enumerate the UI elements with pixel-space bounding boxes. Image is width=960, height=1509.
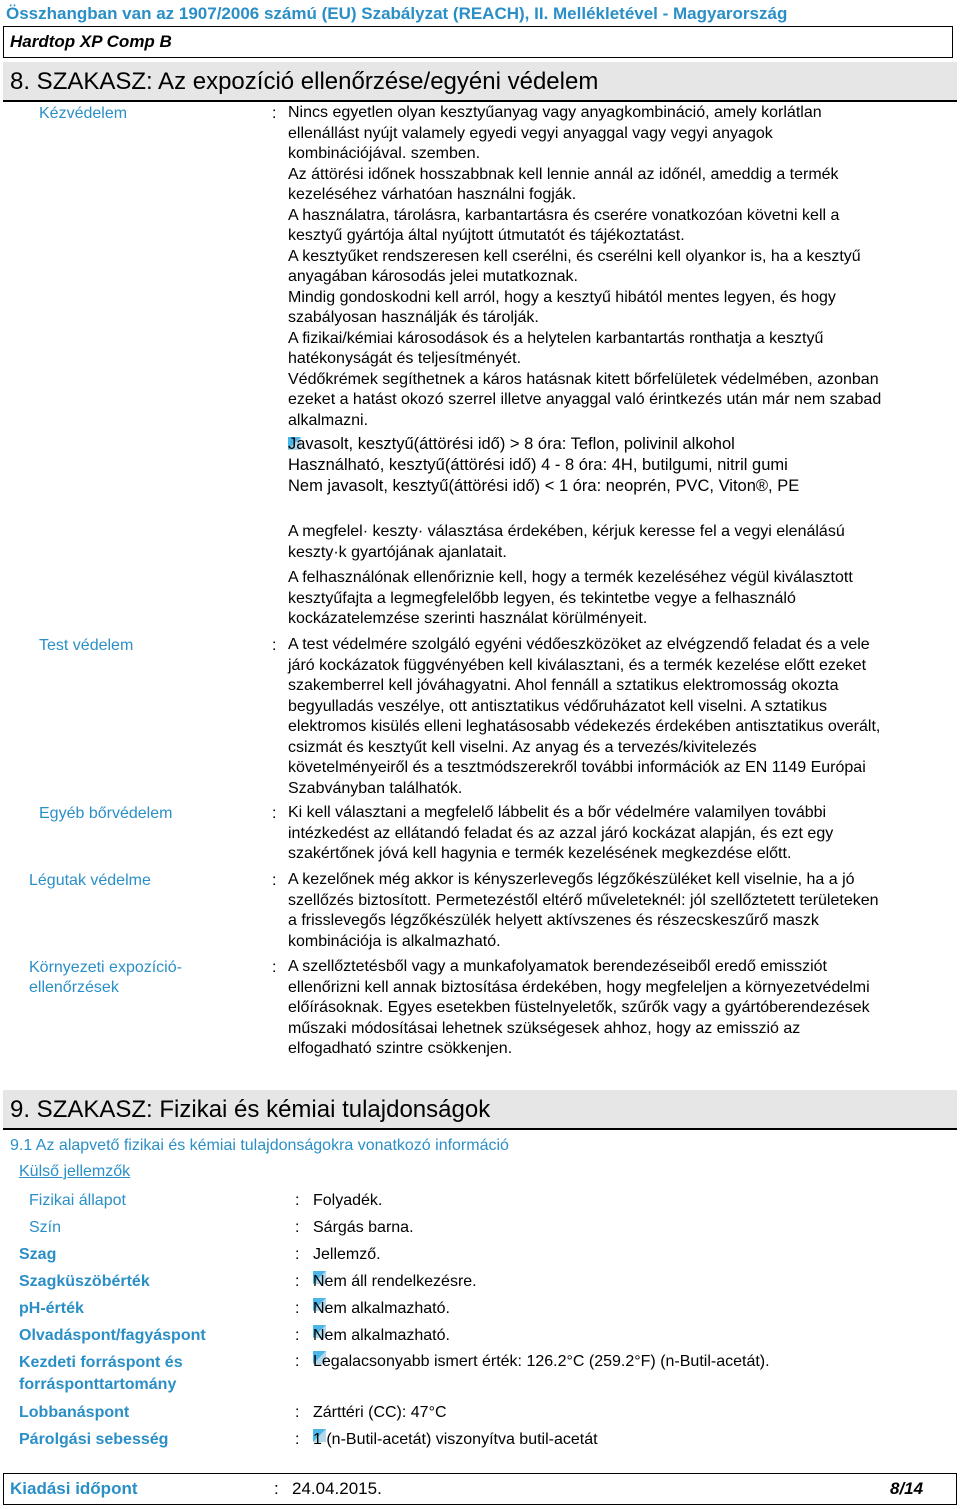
text-line: szellőzés biztosított. Permetezéstől eltérő műveleteknél: jól szellőztetett területeken — [288, 891, 879, 909]
text-line: kesztyűfajta a legmegfelelőbb legyen, és tekintetbe vegye a felhasználó — [288, 589, 796, 607]
label-line: forrásponttartomány — [19, 1376, 177, 1393]
text-line: Nincs egyetlen olyan kesztyűanyag vagy anyagkombináció, amely korlátlan — [288, 104, 822, 121]
label-line: Környezeti expozíció- — [29, 959, 182, 976]
text-line: kockázatelemzése szerinti használat körülményeit. — [288, 610, 648, 627]
text-line: A test védelmére szolgáló egyéni védőeszközöket az elvégzendő feladat és a vele — [288, 636, 870, 653]
text-line: A felhasználónak ellenőriznie kell, hogy a termék kezeléséhez végül kiválasztott — [288, 569, 853, 586]
prop-label-physical-state: Fizikai állapot — [29, 1192, 126, 1209]
text-line: A fizikai/kémiai károsodások és a helytelen karbantartás ronthatja a kesztyű — [288, 329, 824, 347]
text-line: ellenőrizni kell annak biztosítása érdekében, hogy megfeleljen a környezetvédelmi — [288, 978, 870, 996]
environmental-exposure-text — [288, 957, 953, 1060]
text-line: Mindig gondoskodni kell arról, hogy a kesztyű hibától mentes legyen, és hogy — [288, 288, 836, 306]
text-line: begyulladás veszélye, ott antisztatikus védőruházatot kell viselni. A sztatikus — [288, 697, 827, 715]
text-line: A megfelel· keszty· választása érdekében, kérjuk keresse fel a vegyi elenálású — [288, 523, 845, 540]
prop-value-color: Sárgás barna. — [313, 1219, 414, 1236]
text-line: A kezelőnek még akkor is kényszerlevegős légzőkészüléket kell viselnie, ha a jó — [288, 871, 855, 888]
body-protection-label: Test védelem — [39, 637, 134, 654]
prop-label-flash-point: Lobbanáspont — [19, 1404, 130, 1421]
text-line: előírásoknak. Egyes esetekben füstelnyeletők, szűrők vagy a gyártóberendezések — [288, 999, 870, 1016]
prop-value-evaporation-rate: 1 (n-Butil-acetát) viszonyítva butil-acetát — [313, 1431, 598, 1448]
glove-selection-text — [288, 522, 953, 563]
text-line: Védőkrémek segíthetnek a káros hatásnak kitett bőrfelületek védelmében, azonban — [288, 370, 879, 388]
colon: : — [272, 805, 277, 822]
prop-value-flash-point: Zárttéri (CC): 47°C — [313, 1404, 447, 1421]
colon: : — [272, 637, 277, 654]
glove-list — [288, 434, 799, 497]
text-line: követelményeiről és a tesztmódszerekről további információk az EN 1149 Európai — [288, 759, 866, 776]
text-line: járó kockázatok függvényében kell kiválasztani, és a termék kezelése előtt ezeket — [288, 656, 867, 674]
section-8-title: 8. SZAKASZ: Az expozíció ellenőrzése/egyéni védelem — [10, 68, 599, 95]
colon: : — [274, 1479, 279, 1498]
text-line: anyagában károsodás jelei mutatkoznak. — [288, 268, 578, 285]
text-line: csizmát és kesztyűt kell viselni. Az anyag és a tervezés/kivitelezés — [288, 738, 757, 756]
prop-label-odor: Szag — [19, 1246, 57, 1263]
colon: : — [295, 1431, 300, 1448]
section-9-title: 9. SZAKASZ: Fizikai és kémiai tulajdonságok — [10, 1096, 491, 1123]
prop-value-physical-state: Folyadék. — [313, 1192, 383, 1209]
text-line: kombinációjával. szemben. — [288, 145, 481, 162]
colon: : — [295, 1327, 300, 1344]
prop-value-melting-point: Nem alkalmazható. — [313, 1327, 450, 1344]
label-line: ellenőrzések — [29, 979, 119, 996]
skin-protection-label: Egyéb bőrvédelem — [39, 805, 173, 822]
text-line: Az áttörési időnek hosszabbnak kell lennie annál az időnél, ameddig a termék — [288, 165, 839, 183]
colon: : — [272, 959, 277, 976]
text-line: kezeléséhez várhatóan használni fogják. — [288, 186, 577, 203]
hand-protection-text — [288, 103, 953, 431]
text-line: alkalmazni. — [288, 411, 369, 429]
glove-line: Használható, kesztyű(áttörési idő) 4 - 8 óra: 4H, butilgumi, nitril gumi — [288, 456, 788, 474]
colon: : — [295, 1192, 300, 1209]
text-line: elfogadható szintre csökkenjen. — [288, 1040, 513, 1057]
text-line: ezeket a hatást okozó szerrel illetve anyaggal való érintkezés után már nem szabad — [288, 391, 882, 408]
text-line: intézkedést az ellátandó feladat és az azzal járó kockázat alapján, és ezt egy — [288, 824, 834, 842]
skin-protection-text — [288, 803, 953, 865]
text-line: A használatra, tárolásra, karbantartásra és cserére vonatkozóan követni kell a — [288, 206, 840, 224]
glove-line: Nem javasolt, kesztyű(áttörési idő) < 1 óra: neoprén, PVC, Viton®, PE — [288, 477, 800, 495]
glove-line: Javasolt, kesztyű(áttörési idő) > 8 óra: Teflon, polivinil alkohol — [288, 435, 735, 453]
text-line: szabályosan használják és tárolják. — [288, 309, 539, 326]
respiratory-protection-label: Légutak védelme — [29, 872, 151, 889]
text-line: Ki kell választani a megfelelő lábbelit és a bőr védelmére valamilyen további — [288, 804, 827, 821]
colon: : — [295, 1273, 300, 1290]
issue-date-label: Kiadási időpont — [10, 1479, 138, 1498]
body-protection-text — [288, 635, 953, 799]
regulation-header: Összhangban van az 1907/2006 számú (EU) Szabályzat (REACH), II. Mellékletével - Magyarország — [6, 4, 788, 23]
text-line: a frisslevegős légzőkészülék helyett aktívszenes és részecskeszűrő maszk — [288, 912, 819, 929]
text-line: A kesztyűket rendszeresen kell cserélni, és cserélni kell olyankor is, ha a kesztyű — [288, 247, 861, 265]
label-line: Kezdeti forráspont és — [19, 1354, 183, 1371]
text-line: Szabványban találhatók. — [288, 779, 463, 797]
page-number: 8/14 — [890, 1479, 924, 1498]
prop-value-boiling-point: Legalacsonyabb ismert érték: 126.2°C (259.2°F) (n-Butil-acetát). — [313, 1353, 770, 1370]
prop-label-evaporation-rate: Párolgási sebesség — [19, 1431, 169, 1448]
text-line: műszaki módosításai lehetnek szükségesek ahhoz, hogy az emisszió az — [288, 1019, 801, 1037]
prop-label-ph: pH-érték — [19, 1300, 84, 1317]
text-line: szakértőnek jóvá kell hagynia e termék kezelésének megkezdése előtt. — [288, 845, 792, 862]
colon: : — [295, 1353, 300, 1370]
prop-value-odor: Jellemző. — [313, 1246, 381, 1263]
text-line: kesztyű gyártója által nyújtott útmutatót és tájékoztatást. — [288, 227, 685, 244]
respiratory-protection-text — [288, 870, 953, 952]
colon: : — [272, 872, 277, 889]
colon: : — [295, 1404, 300, 1421]
text-line: keszty·k gyartójának ajanlatait. — [288, 543, 507, 561]
prop-value-odor-threshold: Nem áll rendelkezésre. — [313, 1273, 477, 1290]
product-name: Hardtop XP Comp B — [10, 32, 172, 51]
text-line: szakemberrel kell jóváhagyatni. Ahol fennáll a sztatikus elektromosság okozta — [288, 677, 839, 694]
external-characteristics-label: Külső jellemzők — [19, 1163, 131, 1180]
prop-label-odor-threshold: Szagküszöbérték — [19, 1273, 150, 1290]
prop-value-ph: Nem alkalmazható. — [313, 1300, 450, 1317]
prop-label-melting-point: Olvadáspont/fagyáspont — [19, 1327, 206, 1344]
text-line: kombinációja is alkalmazható. — [288, 932, 501, 950]
text-line: ellenállást nyújt valamely egyedi vegyi anyaggal vagy vegyi anyagok — [288, 124, 773, 142]
prop-label-color: Szín — [29, 1219, 62, 1236]
environmental-exposure-label — [29, 958, 182, 998]
hand-protection-label: Kézvédelem — [39, 105, 128, 122]
text-line: hatékonyságát és teljesítményét. — [288, 350, 522, 367]
colon: : — [295, 1219, 300, 1236]
issue-date-value: 24.04.2015. — [292, 1479, 382, 1498]
text-line: A szellőztetésből vagy a munkafolyamatok berendezéseiből eredő emissziót — [288, 958, 827, 975]
colon: : — [295, 1246, 300, 1263]
text-line: elektromos kisülés elleni leghatásosabb védekezés érdekében antisztatikus overált, — [288, 718, 881, 735]
glove-user-check-text — [288, 568, 953, 630]
colon: : — [272, 105, 277, 122]
section-9-1-subtitle: 9.1 Az alapvető fizikai és kémiai tulajdonságokra vonatkozó információ — [10, 1137, 509, 1154]
prop-label-boiling-point — [19, 1352, 183, 1396]
footer-box — [3, 1473, 957, 1505]
colon: : — [295, 1300, 300, 1317]
